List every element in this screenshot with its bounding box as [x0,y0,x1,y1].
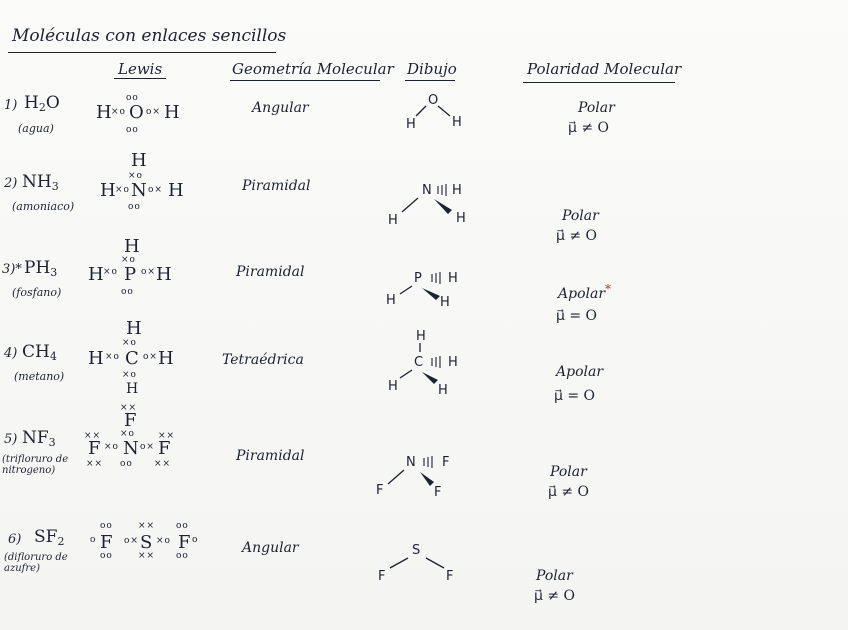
row-number: 5) [4,432,18,447]
header-polarity: Polaridad Molecular [527,60,682,78]
page-title: Moléculas con enlaces sencillos [12,26,287,46]
attached-atom-label: H [406,117,416,132]
atom-symbol: O [129,102,144,123]
atom-symbol: H [124,236,140,257]
header-polarity-underline [523,82,675,83]
formula: $CH_4$ [22,342,57,363]
header-lewis-underline [114,78,166,79]
attached-atom-label: H [438,383,448,398]
lone-pair-dots: oo [176,551,189,561]
atom-symbol: H [164,102,180,123]
lone-pair-dots: ×× [154,459,172,469]
atom-symbol: H [156,264,172,285]
geometry-label: Angular [252,100,309,116]
row-number: 2) [4,176,18,191]
dipole-moment: μ⃗ ≠ O [568,120,610,136]
atom-symbol: H [126,318,142,339]
bond-line [426,558,444,568]
lone-pair-dots: ×× [86,459,104,469]
attached-atom-label: H [456,211,466,226]
header-drawing-underline [405,80,455,81]
compound-name: (trifloruro de nitrogeno) [2,454,69,476]
center-atom-label: N [406,455,416,470]
polarity-label: Polar [536,568,573,584]
atom-symbol: N [131,180,147,201]
bond-line [438,106,450,116]
geometry-label: Piramidal [236,448,305,464]
atom-symbol: H [100,180,116,201]
molecule-drawing [372,448,472,500]
attached-atom-label: H [386,293,396,308]
polarity-label: Polar [550,464,587,480]
bond-pair-dots: ×o [156,536,171,546]
formula: $NF_3$ [22,428,56,449]
geometry-label: Piramidal [236,264,305,280]
compound-name: (difloruro de azufre) [4,552,68,574]
atom-symbol: H [126,381,139,397]
atom-symbol: H [88,264,104,285]
molecule-drawing [400,88,470,138]
polarity-label: Polar [578,100,615,116]
molecule-drawing [382,264,482,316]
atom-symbol: C [125,348,139,369]
bond-pair-dots: ×o [121,255,136,265]
polarity-label: Polar [562,208,599,224]
row-number: 6) [8,532,22,547]
dipole-moment: μ⃗ = O [554,388,596,404]
attached-atom-label: H [452,183,462,198]
asterisk-mark: * [605,282,612,296]
bond-pair-dots: ×o [115,185,130,195]
attached-atom-label: F [446,569,454,584]
lone-pair-dots: oo [121,287,134,297]
center-atom-label: P [414,271,422,286]
lone-pair-dots: ×× [138,521,156,531]
hashed-wedge [438,184,446,196]
atom-symbol: F [88,438,101,459]
formula: $SF_2$ [34,527,65,548]
solid-wedge [420,472,434,486]
hashed-wedge [424,456,432,468]
title-underline [8,52,276,53]
polarity-label: Apolar* [558,282,612,302]
header-lewis: Lewis [118,60,163,78]
bond-pair-dots: ×o [105,352,120,362]
dipole-moment: μ⃗ ≠ O [534,588,576,604]
solid-wedge [434,199,452,214]
row-number: 1) [4,98,18,113]
solid-wedge [422,288,440,300]
solid-wedge [422,372,438,384]
bond-line [388,470,404,484]
attached-atom-label: F [434,485,442,500]
dipole-moment: μ⃗ = O [556,308,598,324]
bond-pair-dots: ×o [122,338,137,348]
lone-pair-dots: oo [176,521,189,531]
bond-pair-dots: o× [124,536,139,546]
geometry-label: Piramidal [242,178,311,194]
compound-name: (amoniaco) [12,200,75,213]
center-atom-label: C [414,355,424,370]
attached-atom-label: H [448,271,458,286]
lone-pair-dots: ×× [120,403,138,413]
attached-atom-label: H [416,329,426,344]
bond-pair-dots: ×o [122,370,137,380]
bond-pair-dots: o× [148,185,163,195]
molecule-drawing [382,176,482,232]
row-number: 3)* [2,262,22,277]
bond-line [390,558,408,568]
center-atom-label: S [412,543,421,558]
center-atom-label: O [428,93,439,108]
atom-symbol: H [88,348,104,369]
formula: $PH_3$ [24,258,58,279]
attached-atom-label: F [442,455,450,470]
attached-atom-label: H [448,355,458,370]
bond-pair-dots: ×o [111,107,126,117]
lone-pair-dots: ×× [158,431,176,441]
formula: $H_2O$ [24,93,60,114]
geometry-label: Tetraédrica [222,352,304,368]
atom-symbol: P [124,264,137,285]
lone-pair-dots: oo [128,202,141,212]
attached-atom-label: H [388,379,398,394]
bond-line [400,370,412,378]
atom-symbol: N [123,438,139,459]
atom-symbol: S [140,532,153,553]
compound-name: (fosfano) [12,286,62,299]
lone-pair-dots: oo [100,551,113,561]
lone-pair-dots: o [90,535,97,545]
lone-pair-dots: oo [120,459,133,469]
lone-pair-dots: oo [126,93,139,103]
attached-atom-label: H [452,115,462,130]
compound-name: (agua) [18,122,54,135]
lone-pair-dots: o [192,535,199,545]
header-geometry: Geometría Molecular [232,60,394,78]
bond-pair-dots: o× [146,107,161,117]
lone-pair-dots: ×× [84,431,102,441]
dipole-moment: μ⃗ ≠ O [556,228,598,244]
hashed-wedge [432,272,440,284]
molecule-drawing [382,328,482,400]
atom-symbol: H [96,102,112,123]
hashed-wedge [432,356,440,368]
molecule-drawing [372,540,472,590]
formula: $NH_3$ [22,172,59,193]
row-number: 4) [4,346,18,361]
atom-symbol: H [158,348,174,369]
bond-pair-dots: ×o [103,267,118,277]
header-drawing: Dibujo [407,60,457,78]
bond-line [402,198,418,212]
atom-symbol: F [100,532,113,553]
atom-symbol: H [131,150,147,171]
bond-pair-dots: o× [140,442,155,452]
atom-symbol: F [158,438,171,459]
geometry-label: Angular [242,540,299,556]
atom-symbol: F [124,410,137,431]
attached-atom-label: H [440,295,450,310]
polarity-label: Apolar [556,364,604,380]
bond-pair-dots: o× [141,267,156,277]
lone-pair-dots: oo [126,125,139,135]
bond-pair-dots: ×o [104,442,119,452]
lone-pair-dots: oo [100,521,113,531]
lone-pair-dots: ×× [138,551,156,561]
bond-pair-dots: ×o [120,429,135,439]
attached-atom-label: H [388,213,398,228]
bond-pair-dots: o× [143,352,158,362]
attached-atom-label: F [378,569,386,584]
center-atom-label: N [422,183,432,198]
bond-line [400,286,412,294]
compound-name: (metano) [14,370,65,383]
attached-atom-label: F [376,483,384,498]
dipole-moment: μ⃗ ≠ O [548,484,590,500]
bond-line [416,106,426,116]
bond-pair-dots: ×o [128,171,143,181]
atom-symbol: F [178,532,191,553]
atom-symbol: H [168,180,184,201]
header-geometry-underline [230,80,380,81]
